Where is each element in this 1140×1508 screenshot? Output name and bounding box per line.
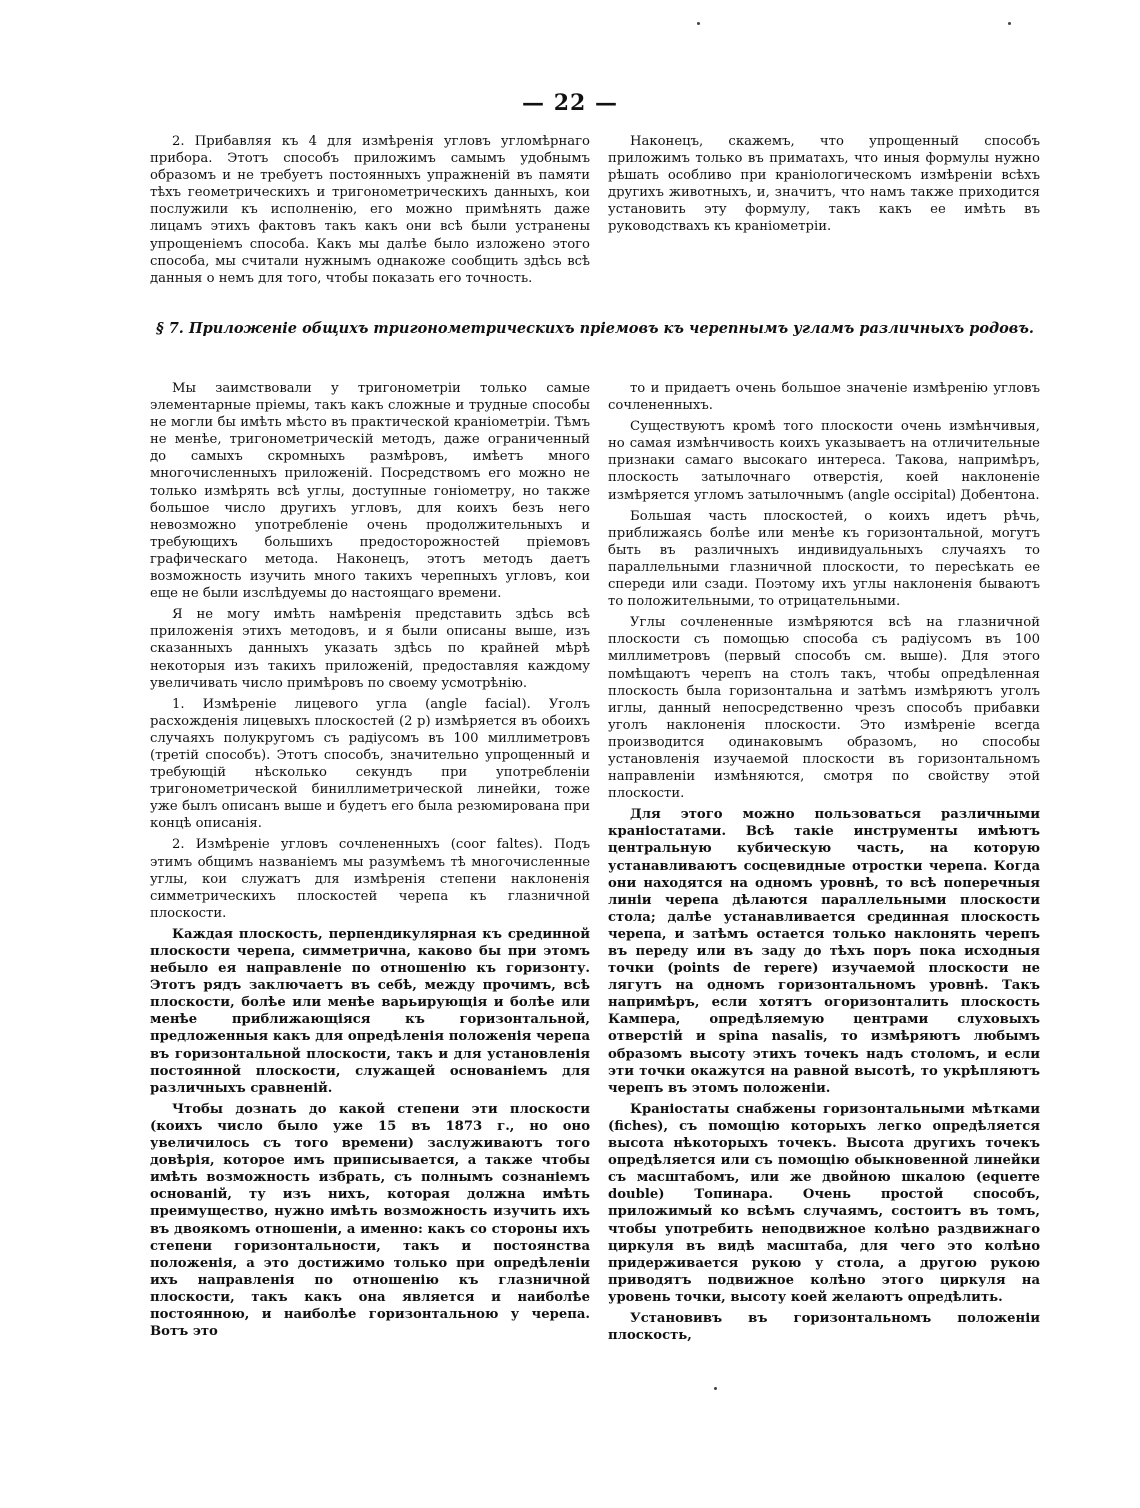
paragraph: Краніостаты снабжены горизонтальными мѣтками (fiches), съ помощію которыхъ легко опредѣляется высота нѣкоторыхъ точекъ. Высота другихъ точекъ опредѣляется или съ помощію обыкновенной линейки съ масштабомъ, или же двойною шкалою (equerre double) Топинара. Очень простой способъ, приложимый ко всѣмъ случаямъ, состоитъ въ томъ, чтобы употребить неподвижное колѣно раздвижнаго циркуля въ видѣ масштаба, для чего это колѣно придерживается рукою у стола, а другою рукою приводятъ подвижное колѣно этого циркуля на уровень точки, высоту коей желаютъ опредѣлить. — [608, 1101, 1040, 1305]
paragraph: Большая часть плоскостей, о коихъ идетъ рѣчь, приближаясь болѣе или менѣе къ горизонтальной, могутъ быть въ различныхъ индивидуальныхъ случаяхъ то параллельными глазничной плоскости, то пересѣкать ее спереди или сзади. Поэтому ихъ углы наклоненія бываютъ то положительными, то отрицательными. — [608, 508, 1040, 610]
scan-speck — [697, 22, 700, 25]
left-column — [150, 380, 590, 1340]
paragraph: Мы заимствовали у тригонометріи только самые элементарные пріемы, такъ какъ сложные и трудные способы не могли бы имѣть мѣсто въ практической краніометріи. Тѣмъ не менѣе, тригонометрическій методъ, даже ограниченный до самыхъ скромныхъ размѣровъ, имѣетъ много многочисленныхъ приложеній. Посредствомъ его можно не только измѣрять всѣ углы, доступные гоніометру, но также большое число другихъ угловъ, для коихъ безъ него невозможно употребленіе очень продолжительныхъ и требующихъ большихъ предосторожностей пріемовъ графическаго метода. Наконецъ, этотъ методъ даетъ возможность изучить много такихъ черепныхъ угловъ, кои еще не были изслѣдуемы до настоящаго времени. — [150, 381, 590, 602]
paragraph: Каждая плоскость, перпендикулярная къ срединной плоскости черепа, симметрична, каково бы при этомъ небыло ея направленіе по отношенію къ горизонту. Этотъ рядъ заключаетъ въ себѣ, между прочимъ, всѣ плоскости, болѣе или менѣе варьирующія и болѣе или менѣе приближающіяся къ горизонтальной, предложенныя какъ для опредѣленія положенія черепа въ горизонтальной плоскости, такъ и для установленія постоянной плоскости, служащей основаніемъ для различныхъ сравненій. — [150, 926, 590, 1096]
paragraph: Установивъ въ горизонтальномъ положеніи плоскость, — [608, 1310, 1040, 1344]
paragraph: Углы сочлененные измѣряются всѣ на глазничной плоскости съ помощью способа съ радіусомъ въ 100 миллиметровъ (первый способъ см. выше). Для этого помѣщаютъ черепъ на столъ такъ, чтобы опредѣленная плоскость была горизонтальна и затѣмъ измѣряютъ уголъ иглы, данный непосредственно чрезъ способъ прибавки уголъ наклоненія плоскости. Это измѣреніе всегда производится одинаковымъ образомъ, но способы установленія изучаемой плоскости въ горизонтальномъ направленіи измѣняются, смотря по свойству этой плоскости. — [608, 615, 1040, 802]
paragraph: Я не могу имѣть намѣренія представить здѣсь всѣ приложенія этихъ методовъ, и я были описаны выше, изъ сказанныхъ данныхъ указать здѣсь по крайней мѣрѣ некоторыя изъ такихъ приложеній, предоставляя каждому увеличивать число примѣровъ по своему усмотрѣнію. — [150, 607, 590, 691]
section-heading: § 7. Приложеніе общихъ тригонометрическихъ пріемовъ къ черепнымъ угламъ различныхъ родовъ. — [156, 320, 1034, 337]
scan-speck — [714, 1387, 717, 1390]
paragraph: то и придаетъ очень большое значеніе измѣренію угловъ сочлененныхъ. — [608, 381, 1040, 414]
paragraph: 1. Измѣреніе лицевого угла (angle facial). Уголъ расхожденія лицевыхъ плоскостей (2 р) измѣряется въ обоихъ случаяхъ полукругомъ съ радіусомъ въ 100 миллиметровъ (третій способъ). Этотъ способъ, значительно упрощенный и требующій нѣсколько секундъ при употребленіи тригонометрической биниллиметрической линейки, тоже уже былъ описанъ выше и будетъ его была резюмирована при концѣ описанія. — [150, 696, 590, 832]
top-left-column — [150, 133, 590, 287]
paragraph: Существуютъ кромѣ того плоскости очень измѣнчивыя, но самая измѣнчивость коихъ указываетъ на отличительные признаки самаго высокаго интереса. Такова, напримѣръ, плоскость затылочнаго отверстія, коей наклоненіе измѣряется угломъ затылочнымъ (angle occipital) Добентона. — [608, 419, 1040, 503]
scan-speck — [1008, 22, 1011, 25]
paragraph: Для этого можно пользоваться различными краніостатами. Всѣ такіе инструменты имѣютъ центральную кубическую часть, на которую устанавливаютъ сосцевидные отростки черепа. Когда они находятся на одномъ уровнѣ, то всѣ поперечныя линіи черепа дѣлаются параллельными плоскости стола; далѣе устанавливается срединная плоскость черепа, и затѣмъ остается только наклонять черепъ въ переду или въ заду до тѣхъ поръ пока исходныя точки (points de repere) изучаемой плоскости не лягутъ на одномъ горизонтальномъ уровнѣ. Такъ напримѣръ, если хотятъ огоризонталить плоскость Кампера, опредѣляемую центрами слуховыхъ отверстій и spina nasalis, то измѣряютъ любымъ образомъ высоту этихъ точекъ надъ столомъ, и если эти точки окажутся на равной высотѣ, то укрѣпляютъ черепъ въ этомъ положеніи. — [608, 807, 1040, 1096]
right-column — [608, 380, 1040, 1344]
top-right-column — [608, 133, 1040, 236]
paragraph: Чтобы дознать до какой степени эти плоскости (коихъ число было уже 15 въ 1873 г., но оно увеличилось съ того времени) заслуживаютъ того довѣрія, которое имъ приписывается, а также чтобы имѣть возможность избрать, съ полнымъ сознаніемъ основаній, ту изъ нихъ, которая должна имѣть преимущество, нужно имѣть возможность изучить ихъ въ двоякомъ отношеніи, а именно: какъ со стороны ихъ степени горизонтальности, такъ и постоянства положенія, а это достижимо только при опредѣленіи ихъ направленія по отношенію къ глазничной плоскости, такъ какъ она является и наиболѣе постоянною, и наиболѣе горизонтальною у черепа. Вотъ это — [150, 1101, 590, 1340]
paragraph: 2. Прибавляя къ 4 для измѣренія угловъ угломѣрнаго прибора. Этотъ способъ приложимъ самымъ удобнымъ образомъ и не требуетъ постоянныхъ упражненій въ памяти тѣхъ геометрическихъ и тригонометрическихъ данныхъ, кои послужили къ исполненію, его можно примѣнять даже лицамъ этихъ фактовъ такъ какъ они всѣ были устранены упрощеніемъ способа. Какъ мы далѣе было изложено этого способа, мы считали нужнымъ однакоже сообщить здѣсь всѣ данныя о немъ для того, чтобы показать его точность. — [150, 134, 590, 286]
page-number: — 22 — — [522, 90, 618, 116]
paragraph: Наконецъ, скажемъ, что упрощенный способъ приложимъ только въ приматахъ, что иныя формулы нужно рѣшать особливо при краніологическомъ измѣреніи всѣхъ другихъ животныхъ, и, значитъ, что намъ также приходится установить эту формулу, такъ какъ ее имѣть въ руководствахъ къ краніометріи. — [608, 134, 1040, 235]
paragraph: 2. Измѣреніе угловъ сочлененныхъ (coor faltes). Подъ этимъ общимъ названіемъ мы разумѣемъ тѣ многочисленные углы, кои служатъ для измѣренія степени наклоненія симметрическихъ плоскостей черепа къ глазничной плоскости. — [150, 837, 590, 921]
